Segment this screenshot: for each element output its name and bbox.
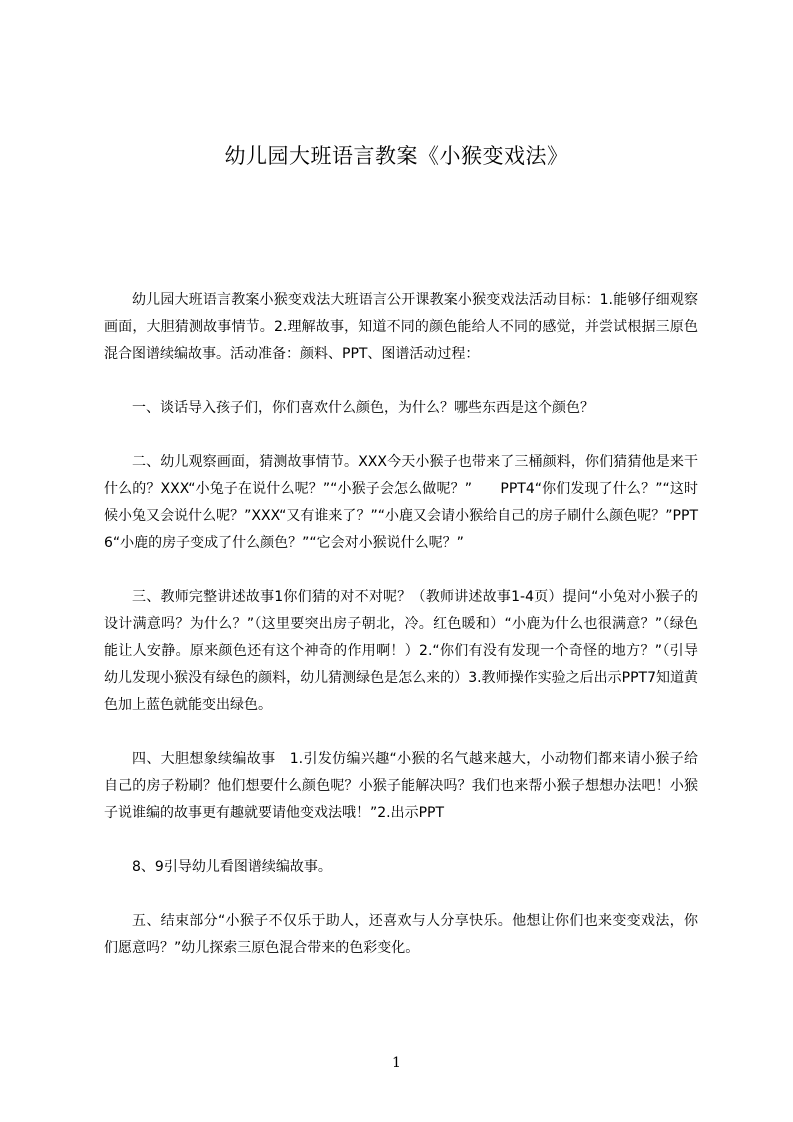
paragraph-spacer xyxy=(104,881,698,908)
paragraph-spacer xyxy=(104,719,698,746)
paragraph-section-2: 二、幼儿观察画面，猜测故事情节。XXX今天小猴子也带来了三桶颜料，你们猜猜他是来干什么的？XXX“小兔子在说什么呢？”“小猴子会怎么做呢？” PPT4“你们发现了什么？”“这时候小兔又会说什么呢？”XXX“又有谁来了？”“小鹿又会请小猴给自己的房子刷什么颜色呢？”PPT6“小鹿的房子变成了什么颜色？”“它会对小猴说什么呢？” xyxy=(104,454,698,551)
paragraph-section-3: 三、教师完整讲述故事1你们猜的对不对呢？（教师讲述故事1-4页）提问“小兔对小猴子的设计满意吗？为什么？”（这里要突出房子朝北，冷。红色暖和）“小鹿为什么也很满意？”（绿色能让人安静。原来颜色还有这个神奇的作用啊！）2.“你们有没有发现一个奇怪的地方？”（引导幼儿发现小猴没有绿色的颜料，幼儿猜测绿色是怎么来的）3.教师操作实验之后出示PPT7知道黄色加上蓝色就能变出绿色。 xyxy=(104,589,698,713)
document-body xyxy=(104,287,698,962)
paragraph-spacer xyxy=(104,422,698,449)
paragraph-spacer xyxy=(104,827,698,854)
paragraph-section-1: 一、谈话导入孩子们，你们喜欢什么颜色，为什么？哪些东西是这个颜色？ xyxy=(132,400,594,416)
paragraph-section-5: 五、结束部分“小猴子不仅乐于助人，还喜欢与人分享快乐。他想让你们也来变变戏法，你们愿意吗？”幼儿探索三原色混合带来的色彩变化。 xyxy=(104,913,698,956)
document-title: 幼儿园大班语言教案《小猴变戏法》 xyxy=(224,144,569,168)
paragraph-section-4: 四、大胆想象续编故事 1.引发仿编兴趣“小猴的名气越来越大，小动物们都来请小猴子给自己的房子粉刷？他们想要什么颜色呢？小猴子能解决吗？我们也来帮小猴子想想办法吧！小猴子说谁编的故事更有趣就要请他变戏法哦！”2.出示PPT xyxy=(104,751,698,821)
paragraph-spacer xyxy=(104,368,698,395)
paragraph-intro: 幼儿园大班语言教案小猴变戏法大班语言公开课教案小猴变戏法活动目标：1.能够仔细观察画面，大胆猜测故事情节。2.理解故事，知道不同的颜色能给人不同的感觉，并尝试根据三原色混合图谱续编故事。活动准备：颜料、PPT、图谱活动过程： xyxy=(104,292,698,362)
page-number: 1 xyxy=(392,1055,401,1071)
paragraph-spacer xyxy=(104,557,698,584)
paragraph-section-4-continued: 8、9引导幼儿看图谱续编故事。 xyxy=(132,859,332,875)
